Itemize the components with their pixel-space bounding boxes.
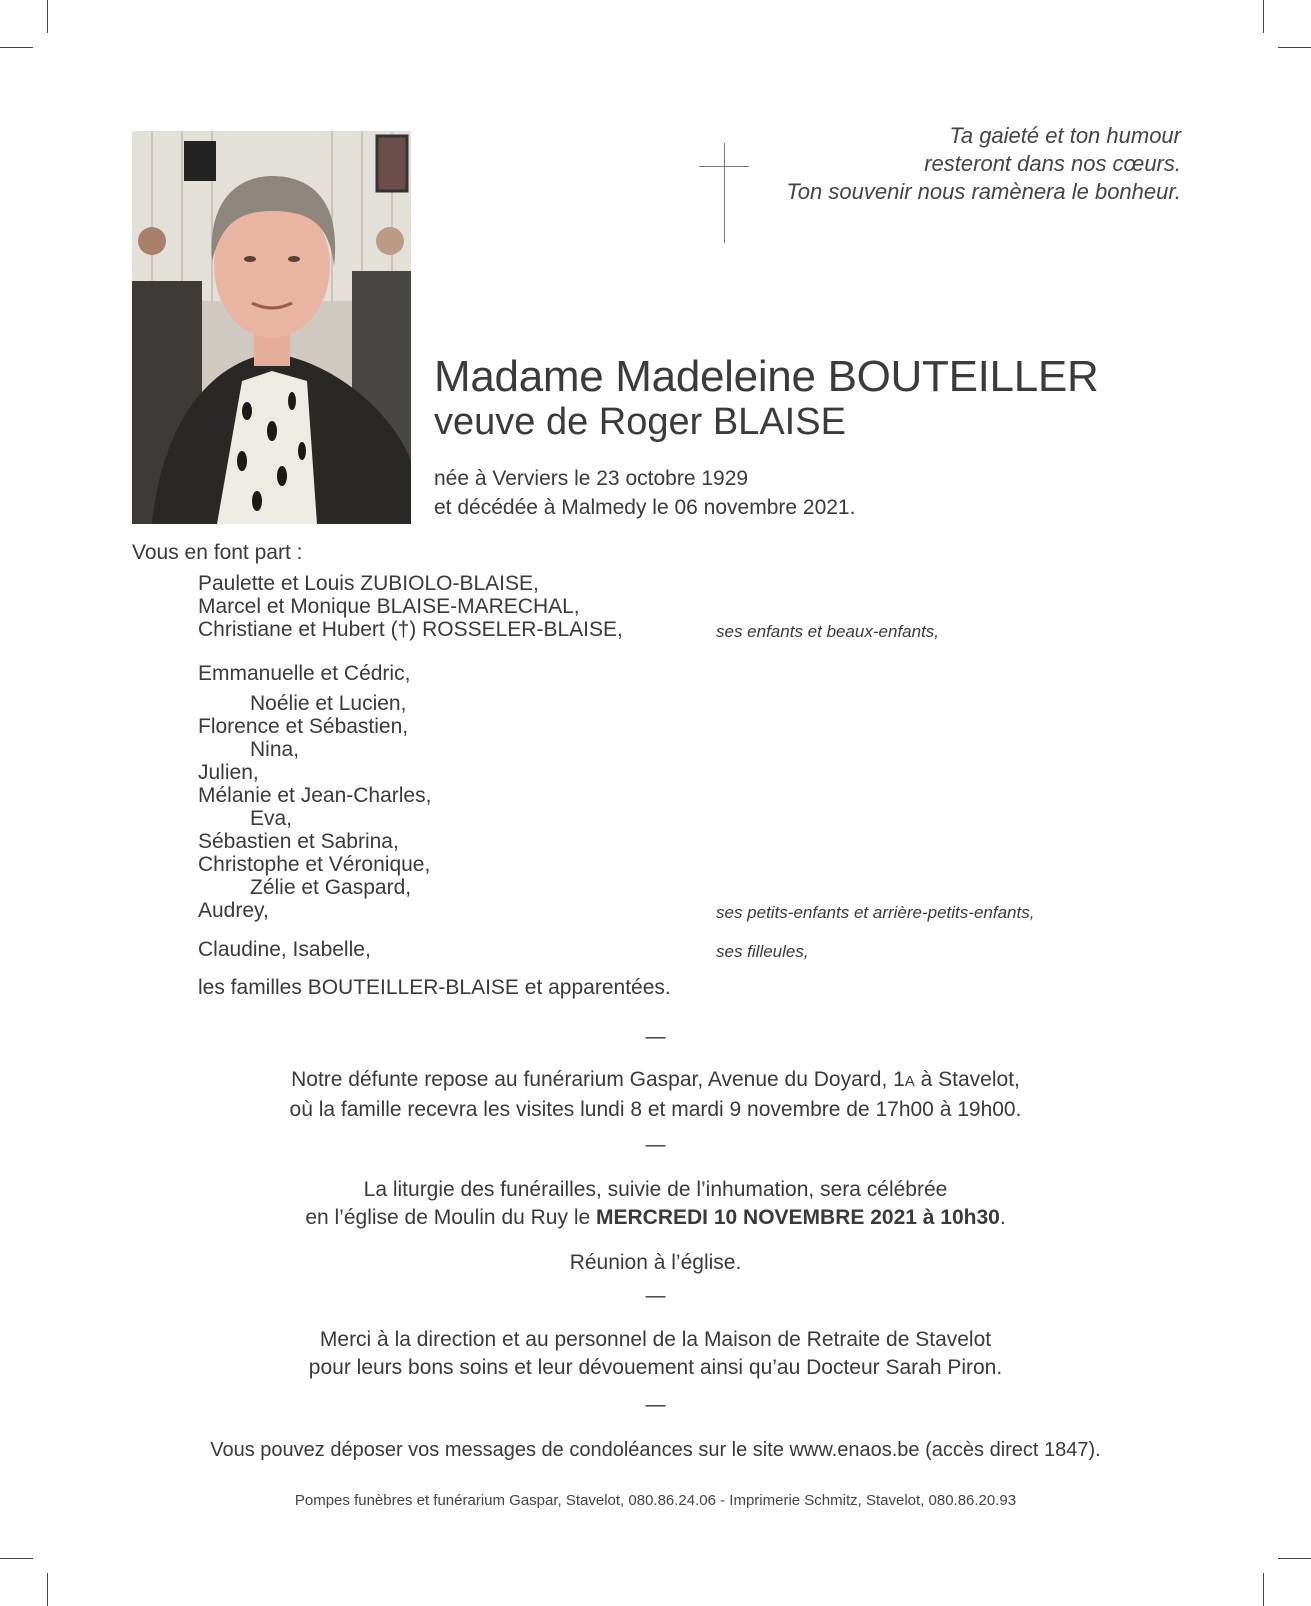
- list-item: Nina,: [250, 738, 300, 761]
- birth-line: née à Verviers le 23 octobre 1929: [434, 467, 749, 490]
- thanks-info: [0, 1326, 1311, 1382]
- deceased-name: Madame Madeleine BOUTEILLER: [434, 352, 1099, 401]
- list-item: Christophe et Véronique,: [198, 853, 431, 876]
- rest-line-1: [0, 1066, 1311, 1096]
- liturgy-text: .: [999, 1206, 1006, 1229]
- grandchildren-list: [198, 692, 431, 922]
- funeral-date: MERCREDI 10 NOVEMBRE 2021 à 10h30: [596, 1206, 1000, 1229]
- crop-mark: [47, 1573, 48, 1606]
- list-item: Zélie et Gaspard,: [250, 876, 412, 899]
- condolences-note: Vous pouvez déposer vos messages de condoléances sur le site www.enaos.be (accès direct 1847).: [210, 1439, 1101, 1461]
- liturgy-info: [0, 1176, 1311, 1232]
- announce-heading: Vous en font part :: [132, 541, 303, 564]
- goddaughters-relation: ses filleules,: [716, 942, 809, 961]
- quote-line: Ta gaieté et ton humour: [949, 123, 1181, 148]
- rest-address-suffix: A: [904, 1073, 915, 1090]
- crop-mark: [1278, 47, 1311, 48]
- rest-info: [0, 1066, 1311, 1124]
- separator: —: [645, 1394, 666, 1416]
- grandchildren-relation: ses petits-enfants et arrière-petits-enfants,: [716, 903, 1035, 922]
- widow-of: veuve de Roger BLAISE: [434, 401, 846, 443]
- list-item: Audrey,: [198, 899, 269, 922]
- rest-line-2: où la famille recevra les visites lundi 8 et mardi 9 novembre de 17h00 à 19h00.: [289, 1098, 1022, 1121]
- thanks-line-1: Merci à la direction et au personnel de la Maison de Retraite de Stavelot: [319, 1328, 992, 1351]
- thanks-line-2: pour leurs bons soins et leur dévouement ainsi qu’au Docteur Sarah Piron.: [308, 1356, 1003, 1379]
- quote-line: Ton souvenir nous ramènera le bonheur.: [786, 179, 1181, 204]
- list-item: Sébastien et Sabrina,: [198, 830, 399, 853]
- list-item: Noélie et Lucien,: [250, 692, 407, 715]
- crop-mark: [1263, 1573, 1264, 1606]
- children-list: [198, 572, 623, 641]
- separator: —: [645, 1134, 666, 1156]
- list-item: Eva,: [250, 807, 293, 830]
- separator: —: [645, 1026, 666, 1048]
- children-relation: ses enfants et beaux-enfants,: [716, 622, 940, 641]
- portrait-photo: [132, 131, 411, 524]
- separator: —: [645, 1285, 666, 1307]
- quote-line: resteront dans nos cœurs.: [924, 151, 1181, 176]
- footer-credits: Pompes funèbres et funérarium Gaspar, Stavelot, 080.86.24.06 - Imprimerie Schmitz, Stavelot, 080.86.20.93: [294, 1492, 1017, 1509]
- list-item: Christiane et Hubert (†) ROSSELER-BLAISE,: [198, 618, 623, 641]
- goddaughters: Claudine, Isabelle,: [198, 938, 371, 961]
- liturgy-text: en l’église de Moulin du Ruy le: [305, 1206, 596, 1229]
- crop-mark: [47, 0, 48, 33]
- list-item: Marcel et Monique BLAISE-MARECHAL,: [198, 595, 580, 618]
- list-item: Mélanie et Jean-Charles,: [198, 784, 432, 807]
- list-item: Florence et Sébastien,: [198, 715, 409, 738]
- rest-text: à Stavelot,: [914, 1068, 1020, 1091]
- list-item: Paulette et Louis ZUBIOLO-BLAISE,: [198, 572, 539, 595]
- families-line: les familles BOUTEILLER-BLAISE et apparentées.: [198, 976, 671, 999]
- grandchildren-item: Emmanuelle et Cédric,: [198, 662, 411, 685]
- list-item: Julien,: [198, 761, 259, 784]
- rest-text: Notre défunte repose au funérarium Gaspar, Avenue du Doyard, 1: [291, 1068, 905, 1091]
- crop-mark: [0, 1558, 33, 1559]
- crop-mark: [0, 47, 33, 48]
- cross-icon: [724, 143, 725, 243]
- death-line: et décédée à Malmedy le 06 novembre 2021.: [434, 496, 856, 519]
- crop-mark: [1263, 0, 1264, 33]
- birth-death-dates: [434, 464, 855, 522]
- meeting-note: Réunion à l’église.: [569, 1251, 742, 1274]
- crop-mark: [1278, 1558, 1311, 1559]
- memorial-quote: [786, 122, 1181, 206]
- liturgy-line-2: [0, 1204, 1311, 1232]
- cross-icon-bar: [699, 166, 749, 167]
- liturgy-line-1: La liturgie des funérailles, suivie de l’inhumation, sera célébrée: [363, 1178, 948, 1201]
